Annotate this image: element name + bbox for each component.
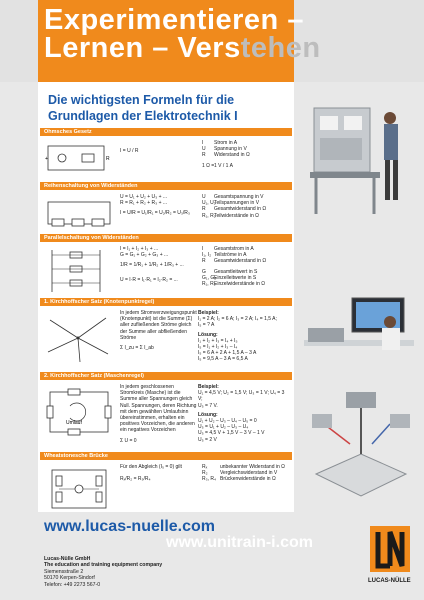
desc: Teilwiderstände in Ω [214,212,259,219]
kirchhoff2-text [120,384,198,444]
node-diagram [42,310,116,364]
formula: 1/R = 1/R₁ + 1/R₂ + 1/R₃ + ... [120,262,184,269]
symbol: U₁, U₂ [202,200,216,207]
company-address [44,556,162,588]
section-title: Reihenschaltung von Widerständen [40,182,292,190]
rule-formula: Rₓ/R₂ = R₃/R₄ [120,476,151,483]
section-title: Parallelschaltung von Widerständen [40,234,292,242]
example-line: I₁ = 2 A; I₂ = 6 A; I₃ = 2 A; I₄ = 1,5 A; [198,316,277,323]
series-descriptions [214,194,266,219]
formula: R = R₁ + R₂ + R₃ + ... [120,200,168,207]
symbol: G₁, G₂ [202,274,217,281]
desc: Brückenwiderstände in Ω [220,476,276,483]
example-title: Beispiel: [198,384,219,390]
symbol: R₂ [202,470,208,477]
section-parallel [40,234,292,298]
poster-title [44,6,321,62]
section-kirchhoff-2 [40,372,292,452]
solution-line: U₅ = 2 V [198,436,217,443]
section-title: Ohmsches Gesetz [40,128,292,136]
solution-line: I₅ = I₁ + I₂ + I₃ – I₄ [198,344,238,351]
wheatstone-text [120,464,198,482]
symbol: I₁, I₂ [202,252,212,259]
section-title: 1. Kirchhoffscher Satz (Knotenpunktregel) [40,298,292,306]
mesh-diagram [42,384,116,440]
symbol: Rₓ [202,464,208,470]
logo-text: LUCAS-NÜLLE [368,578,411,584]
solution-line: I₁ + I₂ + I₃ = I₄ + I₅ [198,337,238,344]
website-link-unitrain[interactable]: www.unitrain-i.com [166,534,313,551]
symbol: U [202,194,206,200]
website-link-lucas-nuelle[interactable]: www.lucas-nuelle.com [44,518,216,535]
solution-line: I₅ = 6 A + 2 A + 1,5 A – 3 A [198,350,257,357]
section-series [40,182,292,234]
symbol: R [202,152,206,159]
solution-line: U₅ = 4,5 V + 1,5 V – 3 V – 1 V [198,430,265,437]
ohm-symbols [202,140,214,169]
symbol: R₁, R₂ [202,212,216,219]
kirchhoff1-text [120,310,198,351]
symbol: U [202,146,206,153]
parallel-descriptions [214,246,266,287]
title-line-2-main: Lernen – Vers [44,32,241,64]
lucas-nuelle-logo [366,524,414,586]
company-line: Lucas-Nülle GmbH [44,556,91,562]
symbol: R₁, R₂ [202,281,216,288]
parallel-formulas [120,246,184,283]
desc: Vergleichswiderstand in V [220,470,278,477]
wheatstone-descriptions [220,464,285,483]
bridge-diagram [42,464,116,514]
desc: Gesamtwiderstand in Ω [214,206,267,213]
desc: Gesamtstrom in A [214,246,254,252]
formula: I = I₁ + I₂ + I₃ + ... [120,246,159,252]
company-line: 50170 Kerpen-Sindorf [44,575,95,582]
ohm-circuit-diagram [42,140,116,176]
example-title: Beispiel: [198,310,219,316]
desc: Teilspannungen in V [214,200,260,207]
main-heading-line-2: Grundlagen der Elektrotechnik I [48,109,238,123]
example-line: U₁ = 4,5 V; U₂ = 1,5 V; U₃ = 1 V; U₄ = 3 V; [198,390,285,403]
mesh-label: Umlauf [66,420,82,426]
example-line: I₅ = ? A [198,322,215,329]
symbol: 1 Ω = [202,162,215,169]
svg-text:+: + [45,156,48,162]
rule-text: In jedem geschlossenen Stromkreis (Masche) ist die Summe aller Spannungen gleich Null. Spannungen, deren Richtung mit dem gewählten Umlaufsinn übereinstimmen, erhalten ein positives Vorzeichen, die anderen ein negatives Vorzeichen [120,384,197,434]
symbol: G [202,268,206,275]
ohm-formula: I = U / R [120,148,139,154]
solution-title: Lösung: [198,411,218,418]
kirchhoff1-example [198,310,290,363]
rule-formula: Σ I_zu = Σ I_ab [120,345,154,352]
parallel-circuit-diagram [42,246,116,296]
training-computer-photo [298,292,420,372]
symbol: R [202,206,206,213]
symbol: R [202,258,206,265]
formula: U = U₁ + U₂ + U₃ + ... [120,194,168,200]
main-heading [48,92,278,124]
section-title: Wheatstonesche Brücke [40,452,292,460]
series-formulas [120,194,190,217]
equipment-setup-photo [306,384,416,504]
rule-text: In jedem Stromverzweigungspunkt (Knotenpunkt) ist die Summe (Σ) aller zufließenden Ströme gleich der Summe aller abfließenden Ströme [120,310,197,341]
section-ohm [40,128,292,178]
desc: unbekannter Widerstand in Ω [220,464,285,470]
desc: Einzelwiderstände in Ω [214,281,265,288]
title-line-2 [44,34,321,62]
solution-title: Lösung: [198,331,218,338]
solution-line: U₁ + U₂ – U₃ – U₄ – U₅ = 0 [198,418,257,425]
section-kirchhoff-1 [40,298,292,366]
section-title: 2. Kirchhoffscher Satz (Maschenregel) [40,372,292,380]
series-circuit-diagram [42,194,116,232]
wheatstone-symbols [202,464,216,483]
lab-workstation-photo [300,90,418,220]
symbol: R₃, R₄ [202,476,217,483]
company-line: Siemensstraße 2 [44,568,84,575]
desc: Strom in A [214,140,238,146]
main-heading-line-1: Die wichtigsten Formeln für die [48,93,235,107]
company-line: Telefon: +49 2273 567-0 [44,581,101,588]
desc: Gesamtspannung in V [214,194,264,200]
solution-line: I₅ = 9,5 A – 3 A = 6,5 A [198,356,248,363]
formula: G = G₁ + G₂ + G₃ + ... [120,252,169,259]
svg-text:R: R [106,156,110,162]
section-wheatstone [40,452,292,514]
title-line-1: Experimentieren – [44,4,304,36]
example-line: U₅ = 7 V. [198,402,218,409]
desc: Einzelleitwerte in S [214,274,257,281]
desc: 1 V / 1 A [214,162,233,169]
ohm-descriptions [214,140,250,169]
symbol: I [202,246,204,252]
desc: Spannung in V [214,146,247,153]
symbol: I [202,140,204,146]
desc: Gesamtwiderstand in Ω [214,258,267,265]
company-line: The education and training equipment company [44,562,163,569]
rule-text: Für den Abgleich (I₅ = 0) gilt [120,464,182,470]
desc: Teilströme in A [214,252,247,259]
formula: U = I·R = I₁·R₁ = I₂·R₂ = ... [120,276,178,283]
kirchhoff2-example [198,384,290,443]
desc: Widerstand in Ω [214,152,250,159]
rule-formula: Σ U = 0 [120,437,137,444]
desc: Gesamtleitwert in S [214,268,258,275]
solution-line: U₅ = U₁ + U₂ – U₃ – U₄ [198,424,249,431]
formula: I = U/R = U₁/R₁ = U₂/R₂ = U₃/R₃ [120,210,190,217]
title-line-2-ghost: tehen [240,32,321,64]
